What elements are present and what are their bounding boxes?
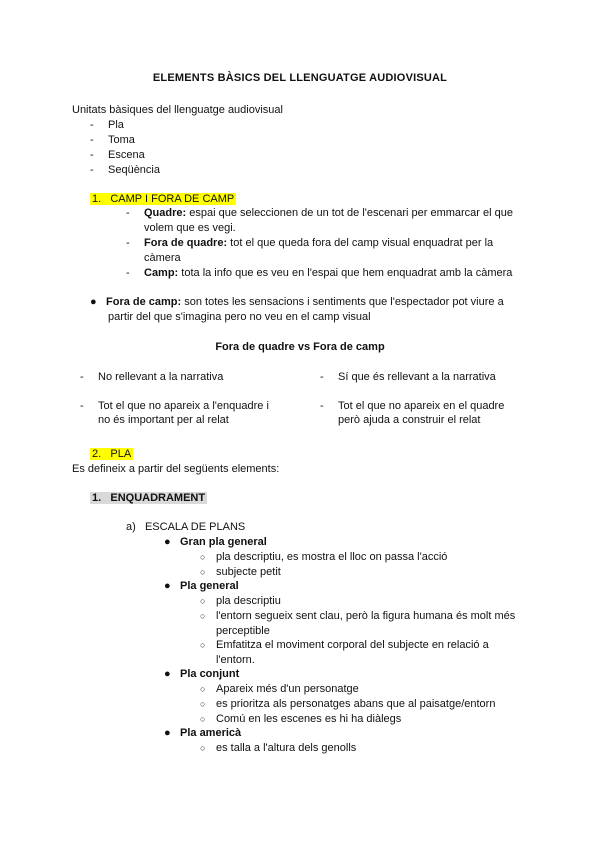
comparison-right-item: - Sí que és rellevant a la narrativa xyxy=(320,371,496,383)
definition-continuation: càmera xyxy=(144,252,181,264)
definition-item: - Quadre: espai que seleccionen de un tot de l'escenari per emmarcar el que xyxy=(126,207,513,219)
plan-detail: ○ pla descriptiu, es mostra el lloc on passa l'acció xyxy=(200,551,448,563)
plan-detail: ○ pla descriptiu xyxy=(200,595,281,607)
bullet-item: ● Fora de camp: son totes les sensacions i sentiments que l'espectador pot viure a xyxy=(90,296,504,308)
definition-item: - Fora de quadre: tot el que queda fora del camp visual enquadrat per la xyxy=(126,237,494,249)
plan-detail: ○ Emfatitza el moviment corporal del subjecte en relació a xyxy=(200,639,489,651)
intro-item: - Toma xyxy=(90,134,135,146)
comparison-left-item: - Tot el que no apareix a l'enquadre i xyxy=(80,400,269,412)
plan-name: ● Pla americà xyxy=(164,727,242,739)
intro-item: - Pla xyxy=(90,119,124,131)
escala-heading: a) ESCALA DE PLANS xyxy=(126,521,246,533)
plan-detail: ○ es prioritza als personatges abans que al paisatge/entorn xyxy=(200,698,496,710)
comparison-left-item: - No rellevant a la narrativa xyxy=(80,371,224,383)
bullet-continuation: partir del que s'imagina pero no veu en el camp visual xyxy=(108,311,371,323)
plan-name: ● Gran pla general xyxy=(164,536,267,548)
plan-name: ● Pla general xyxy=(164,580,239,592)
plan-detail: ○ l'entorn segueix sent clau, però la figura humana és molt més xyxy=(200,610,516,622)
plan-detail: ○ Comú en les escenes es hi ha diàlegs xyxy=(200,713,402,725)
definition-continuation: volem que es vegi. xyxy=(144,222,236,234)
intro-heading: Unitats bàsiques del llenguatge audiovisual xyxy=(72,104,283,116)
intro-item: - Escena xyxy=(90,149,145,161)
comparison-right-item: - Tot el que no apareix en el quadre xyxy=(320,400,505,412)
document-title: ELEMENTS BÀSICS DEL LLENGUATGE AUDIOVISUAL xyxy=(152,72,448,84)
plan-detail: ○ Apareix més d'un personatge xyxy=(200,683,359,695)
subsection-heading-enquadrament: 1. ENQUADRAMENT xyxy=(92,492,206,504)
plan-detail: ○ es talla a l'altura dels genolls xyxy=(200,742,357,754)
plan-detail-continuation: l'entorn. xyxy=(216,654,255,666)
section-intro: Es defineix a partir del següents elements: xyxy=(72,463,280,475)
comparison-title: Fora de quadre vs Fora de camp xyxy=(215,341,385,353)
section-heading-camp: 1. CAMP I FORA DE CAMP xyxy=(92,193,235,205)
definition-item: - Camp: tota la info que es veu en l'espai que hem enquadrat amb la càmera xyxy=(126,267,513,279)
plan-detail-continuation: perceptible xyxy=(216,625,270,637)
comparison-right-continuation: però ajuda a construir el relat xyxy=(338,414,481,426)
intro-item: - Seqüència xyxy=(90,164,160,176)
comparison-left-continuation: no és important per al relat xyxy=(98,414,229,426)
section-heading-pla: 2. PLA xyxy=(92,448,132,460)
plan-name: ● Pla conjunt xyxy=(164,668,240,680)
plan-detail: ○ subjecte petit xyxy=(200,566,281,578)
